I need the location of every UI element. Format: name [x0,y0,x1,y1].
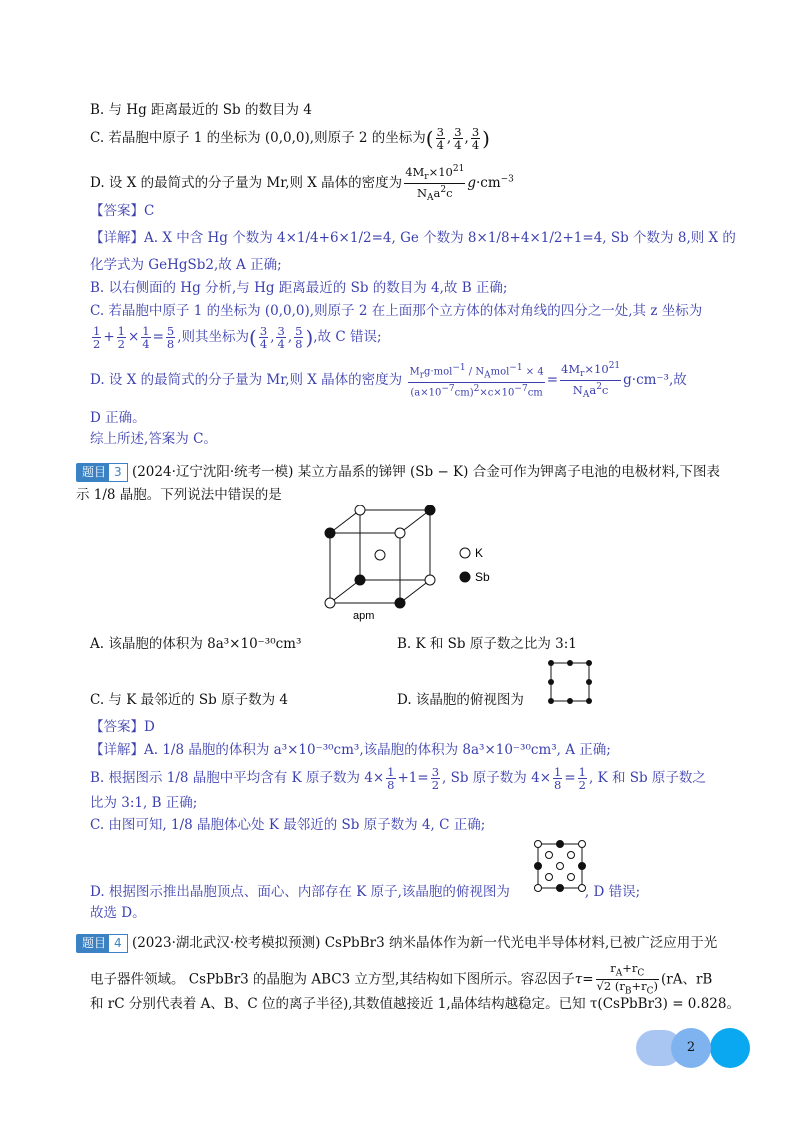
q3-stem: 题目 3 (2024·辽宁沈阳·统考一模) 某立方晶系的锑钾 (Sb − K) 合金可作为钾离子电池的电极材料,下图表 [76,462,720,482]
q3-explain-c: C. 由图可知, 1/8 晶胞体心处 K 最邻近的 Sb 原子数为 4, C 正确; [90,817,486,833]
legend-k: K [475,546,484,560]
q3-option-d: D. 该晶胞的俯视图为 [397,692,524,708]
q3-option-a: A. 该晶胞的体积为 8a³×10⁻³⁰cm³ [90,636,302,652]
q2-explain-d: D. 设 X 的最简式的分子量为 Mr,则 X 晶体的密度为 $\frac{M_rg\cdot mol^{-1} / N_Amol^{-1} \times 4}{(a\times 10^{-7}cm)^2\times c\times 10^{-7}cm}$ = $\frac{4M_r\times 10^{21}}{N_Aa^2c}$ g·cm⁻³,故 [90,361,687,401]
q4-stem: 题目 4 (2023·湖北武汉·校考模拟预测) CsPbBr3 纳米晶体作为新一代光电半导体材料,已被广泛应用于光 [76,933,717,953]
q2-explain-a2: 化学式为 GeHgSb2,故 A 正确; [90,257,282,273]
q3-option-b: B. K 和 Sb 原子数之比为 3:1 [397,636,577,652]
apm-label: apm [353,610,375,622]
q3-tag: 题目 [76,463,110,482]
legend-sb: Sb [475,570,490,584]
q3-option-c: C. 与 K 最邻近的 Sb 原子数为 4 [90,692,288,708]
q2-explain-d2: D 正确。 [90,410,146,426]
q3-summary: 故选 D。 [90,905,146,921]
q2-option-c: C. 若晶胞中原子 1 的坐标为 (0,0,0),则原子 2 的坐标为( $\frac{3}{4}$ , $\frac{3}{4}$ , $\frac{3}{4}$ ) [90,125,490,152]
q3-option-d-top-view [545,657,595,707]
q2-option-b: B. 与 Hg 距离最近的 Sb 的数目为 4 [90,102,312,118]
q2-explain-c: C. 若晶胞中原子 1 的坐标为 (0,0,0),则原子 2 在上面那个立方体的体对角线的四分之一处,其 z 坐标为 [90,303,703,319]
q4-stem2: 电子器件领域。 CsPbBr3 的晶胞为 ABC3 立方型,其结构如下图所示。容忍因子τ= $\frac{r_A+r_C}{√2 (r_B+r_C)}$ (rA、rB [90,961,713,997]
q3-answer: 【答案】D [90,719,155,735]
q2-summary: 综上所述,答案为 C。 [90,431,217,447]
q2-answer: 【答案】C [90,203,155,219]
q4-number: 4 [108,934,128,953]
page-number-decor-right [710,1028,750,1068]
q3-half-cell-diagram [320,505,520,625]
q3-number: 3 [108,463,128,482]
q2-explain-c2: $\frac{1}{2}$ + $\frac{1}{2}$ × $\frac{1}{4}$ = $\frac{5}{8}$ ,则其坐标为( $\frac{3}{4}$ , $\frac{3}{4}$ , $\frac{5}{8}$ ),故 C 错误; [93,324,382,351]
q2-explain-a: 【详解】A. X 中含 Hg 个数为 4×1/4+6×1/2=4, Ge 个数为 8×1/8+4×1/2+1=4, Sb 个数为 8,则 X 的 [90,230,736,246]
q3-explain-b2: 比为 3:1, B 正确; [90,795,198,811]
q4-tag: 题目 [76,934,110,953]
q3-explain-b: B. 根据图示 1/8 晶胞中平均含有 K 原子数为 4× $\frac{1}{8}$ +1= $\frac{3}{2}$ , Sb 原子数为 4× $\frac{1}{8}$ = $\frac{1}{2}$ , K 和 Sb 原子数之 [90,765,706,792]
q4-stem3: 和 rC 分别代表着 A、B、C 位的离子半径),其数值越接近 1,晶体结构越稳定。已知 τ(CsPbBr3) = 0.828。 [90,996,740,1012]
q3-explain-a: 【详解】A. 1/8 晶胞的体积为 a³×10⁻³⁰cm³,该晶胞的体积为 8a³×10⁻³⁰cm³, A 正确; [90,742,611,758]
q2-explain-b: B. 以右侧面的 Hg 分析,与 Hg 距离最近的 Sb 的数目为 4,故 B 正确; [90,280,508,296]
page-number: 2 [671,1028,711,1068]
q3-explain-d: D. 根据图示推出晶胞顶点、面心、内部存在 K 原子,该晶胞的俯视图为 , D 错误; [90,884,641,900]
q2-option-d: D. 设 X 的最简式的分子量为 Mr,则 X 晶体的密度为 $\frac{4M_r\times 10^{21}}{N_Aa^2c}$ $g\cdot cm^{-3}$ [90,164,514,204]
q3-stem2: 示 1/8 晶胞。下列说法中错误的是 [76,487,282,503]
